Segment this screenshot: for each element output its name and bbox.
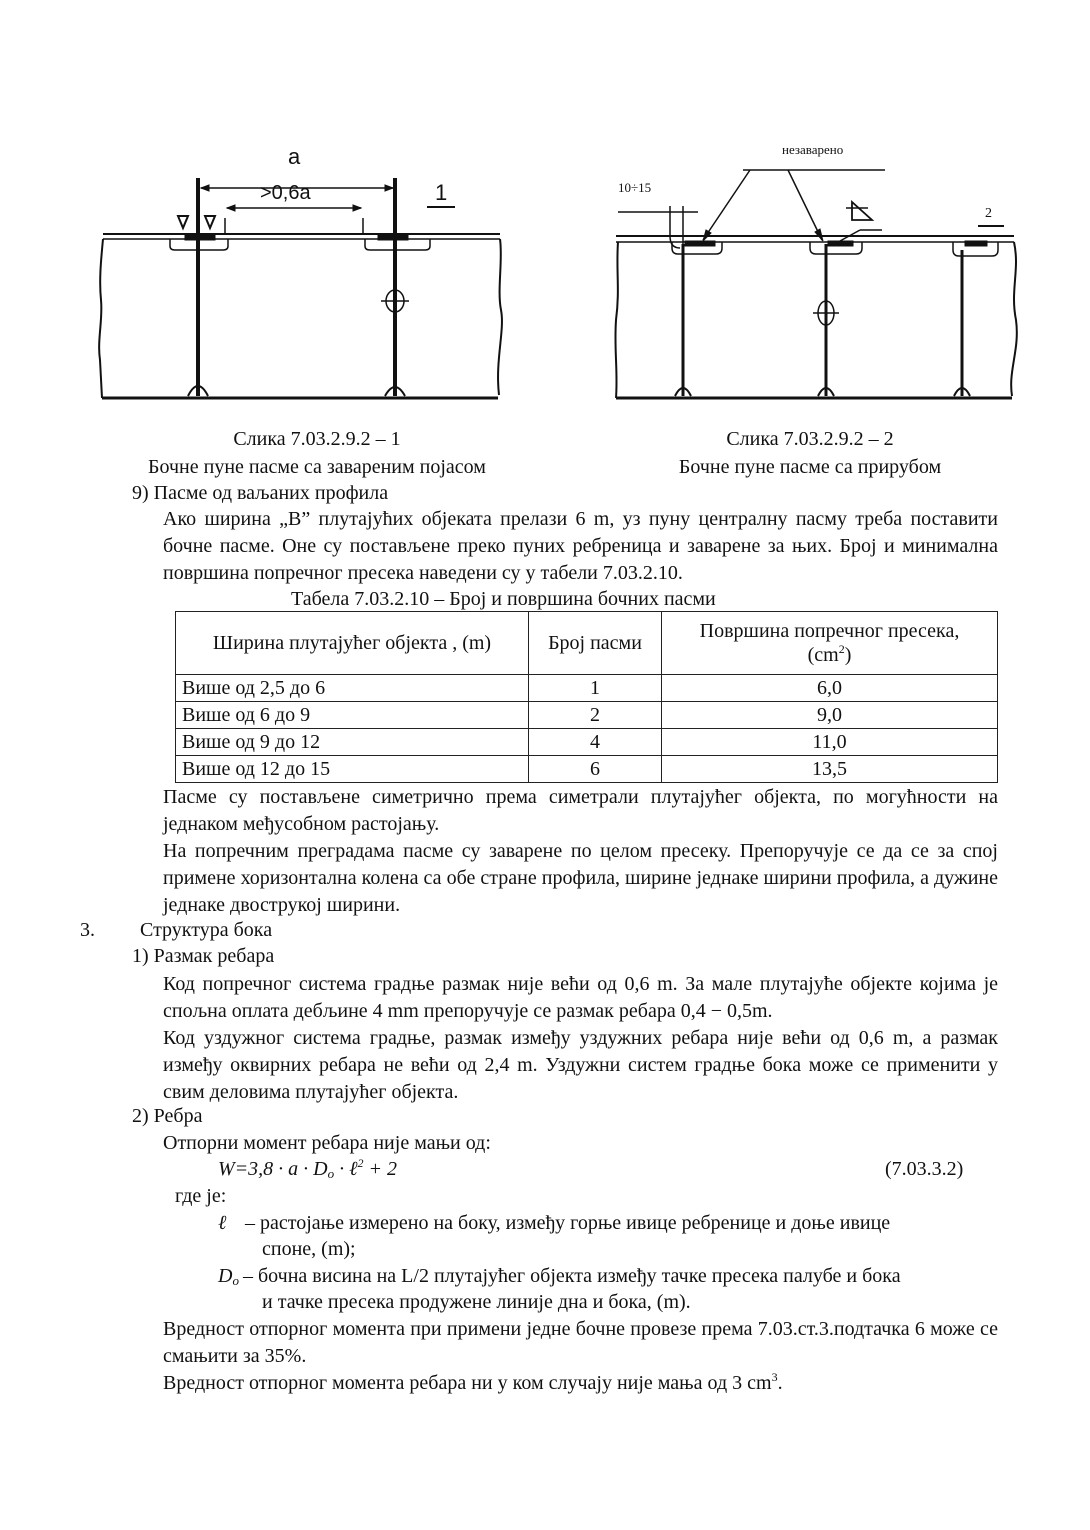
def-d-symbol [218, 1264, 239, 1288]
def-l-text-2: споне, (m); [262, 1238, 356, 1260]
figure-2-caption-number: Слика 7.03.2.9.2 – 2 [726, 428, 894, 450]
cell-count: 4 [529, 729, 662, 756]
def-l-text-1: – растојање измерено на боку, између горње ивице ребренице и доње ивице [245, 1212, 891, 1234]
figure-1-caption-title: Бочне пуне пасме са завареним појасом [148, 456, 486, 478]
table-row [176, 675, 998, 702]
dimension-06a-label: >0,6a [260, 182, 311, 204]
formula-lhs: W=3,8 · a · D [218, 1158, 328, 1180]
subsection-2-intro: Отпорни момент ребара није мањи од: [163, 1132, 491, 1154]
cell-area: 6,0 [662, 675, 998, 702]
def-d-subscript: o [232, 1273, 239, 1288]
formula [218, 1157, 397, 1181]
header-count: Број пасми [529, 612, 662, 675]
dimension-range-label: 10÷15 [618, 180, 652, 195]
figure-2-caption-title: Бочне пуне пасме са прирубом [678, 456, 942, 478]
figure-1-caption-number: Слика 7.03.2.9.2 – 1 [233, 428, 401, 450]
paragraph-2-end: . [777, 1372, 783, 1394]
side-girders-table [175, 611, 998, 783]
cell-width: Више од 9 до 12 [176, 729, 529, 756]
figure-index-label: 1 [435, 180, 448, 205]
figure-2-caption [620, 427, 1000, 479]
section-9-paragraph-2: Пасме су постављене симетрично према симетрали плутајућег објекта, по могућности на једнаком међусобном растојању. [163, 786, 998, 835]
table-row [176, 756, 998, 783]
subsection-2-paragraph-2 [163, 1371, 783, 1395]
section-9-paragraph-1: Ако ширина „B” плутајућих објеката прелази 6 m, уз пуну централну пасму треба поставити бочне пасме. Оне су постављене преко пуних ребреница и заварене за њих. Број и минимална површина попречног пресека наведени су у табели 7.03.2.10. [163, 508, 998, 584]
formula-exponent: 2 [357, 1156, 364, 1170]
cell-area: 13,5 [662, 756, 998, 783]
table-caption: Табела 7.03.2.10 – Број и површина бочних пасми [291, 588, 716, 610]
def-d-text-2: и тачке пресека продужене линије дна и бока, (m). [262, 1291, 691, 1313]
paragraph-2-text: Вредност отпорног момента ребара ни у ком случају није мања од 3 cm [163, 1372, 772, 1394]
subsection-1-paragraph-2: Код уздужног система градње, размак између уздужних ребара није већи од 0,6 m, а размак између оквирних ребара не већи од 2,4 m. Уздужни систем градње бока може се применити у свим деловима плутајућег објекта. [163, 1027, 998, 1103]
def-l-symbol: ℓ [218, 1212, 227, 1234]
section-9-paragraph-3: На попречним преградама пасме су заварене по целом пресеку. Препоручује се да се за спој примене хоризонтална колена са обе стране профила, ширине једнаке ширини профила, а дужине једнаке двострукој ширини. [163, 840, 998, 916]
formula-rhs: + 2 [363, 1158, 397, 1180]
figure-2-drawing [610, 140, 1030, 410]
cell-width: Више од 6 до 9 [176, 702, 529, 729]
subsection-2-heading: 2) Ребра [132, 1105, 203, 1127]
cell-width: Више од 2,5 до 6 [176, 675, 529, 702]
subsection-1-heading: 1) Размак ребара [132, 945, 275, 967]
header-area-unit-exponent: 2 [838, 642, 845, 656]
header-area-unit: (cm [807, 644, 839, 666]
paragraph-2-exponent: 3 [771, 1370, 778, 1384]
dimension-a-label: a [288, 144, 301, 169]
subsection-2-paragraph-1: Вредност отпорног момента при примени једне бочне провезе према 7.03.ст.3.подтачка 6 може се смањити за 35%. [163, 1318, 998, 1367]
section-3-title: Структура бока [140, 919, 273, 941]
header-area-unit-close: ) [844, 644, 852, 666]
header-area [662, 612, 998, 675]
side-girder-flange-diagram [610, 140, 1030, 410]
cell-width: Више од 12 до 15 [176, 756, 529, 783]
formula-number: (7.03.3.2) [885, 1158, 964, 1180]
section-3-number: 3. [80, 919, 95, 941]
subsection-1-paragraph-1: Код попречног система градње размак није већи од 0,6 m. За мале плутајуће објекте којима је спољна оплата дебљине 4 mm препоручује се размак ребара 0,4 − 0,5m. [163, 973, 998, 1022]
cell-area: 11,0 [662, 729, 998, 756]
table-header-row [176, 612, 998, 675]
table-row [176, 702, 998, 729]
header-width: Ширина плутајућег објекта , (m) [176, 612, 529, 675]
cell-count: 2 [529, 702, 662, 729]
def-d-text-1: – бочна висина на L/2 плутајућег објекта између тачке пресека палубе и бока [243, 1265, 901, 1287]
section-9-heading: 9) Пасме од ваљаних профила [132, 482, 389, 504]
formula-sub-o: o [327, 1166, 335, 1181]
unwelded-label: незаварено [782, 142, 844, 157]
cell-count: 1 [529, 675, 662, 702]
where-label: где је: [175, 1185, 227, 1207]
cell-area: 9,0 [662, 702, 998, 729]
figure-1-drawing [95, 140, 505, 410]
formula-mid: · ℓ [334, 1158, 358, 1180]
header-area-line1: Површина попречног пресека, [699, 620, 960, 642]
figure-index-label: 2 [985, 206, 992, 221]
def-d-letter: D [218, 1265, 233, 1287]
table-row [176, 729, 998, 756]
cell-count: 6 [529, 756, 662, 783]
figure-1-caption [100, 427, 534, 479]
